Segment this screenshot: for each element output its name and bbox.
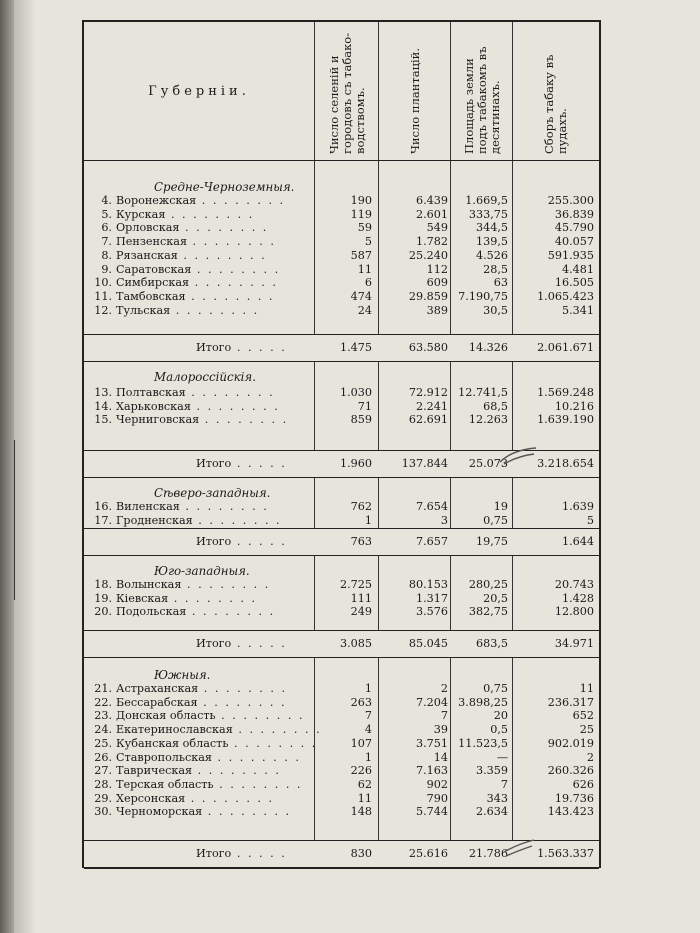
section-total-row <box>84 528 599 556</box>
table-row <box>84 500 599 514</box>
guberniya-label: Подольская <box>116 605 187 619</box>
total-area: 25.073 <box>468 457 508 470</box>
cell-harvest: 591.935 <box>547 248 594 262</box>
cell-settlements: 587 <box>350 248 372 262</box>
row-number: 4. <box>101 194 112 207</box>
guberniya-label: Виленская <box>116 500 180 513</box>
cell-settlements: 11 <box>357 262 372 276</box>
total-harvest: 1.644 <box>561 535 594 548</box>
guberniya-name <box>92 696 312 710</box>
cell-harvest: 1.569.248 <box>537 386 594 399</box>
row-number: 20. <box>94 605 112 619</box>
cell-plantations: 790 <box>426 791 448 805</box>
cell-settlements: 474 <box>350 289 372 303</box>
guberniya-label: Донская область <box>116 709 216 723</box>
row-number: 6. <box>101 221 112 235</box>
row-number: 17. <box>94 513 112 527</box>
row-number: 22. <box>94 695 112 709</box>
guberniya-label: Кубанская область <box>116 736 229 750</box>
guberniya-name <box>92 235 312 249</box>
cell-plantations: 7.163 <box>415 764 448 778</box>
guberniya-name <box>92 514 312 528</box>
cell-settlements: 1 <box>364 750 372 764</box>
cell-area: 12.741,5 <box>458 386 508 399</box>
table-row <box>84 290 599 304</box>
table-row <box>84 386 599 400</box>
table-row <box>84 778 599 792</box>
leader-dots: . . . . . . . . <box>187 235 276 249</box>
guberniya-label: Курская <box>116 207 166 221</box>
leader-dots: . . . . . . . . <box>185 289 275 303</box>
guberniya-name <box>92 290 312 304</box>
total-plantations: 25.616 <box>408 847 448 860</box>
table-row <box>84 682 599 696</box>
header-rule <box>84 160 599 161</box>
guberniya-name <box>92 276 312 290</box>
cell-harvest: 1.065.423 <box>537 289 594 303</box>
row-number: 10. <box>94 276 112 290</box>
row-number: 25. <box>94 736 112 750</box>
cell-area: 63 <box>493 276 508 290</box>
total-area: 19,75 <box>475 535 508 548</box>
total-plantations: 63.580 <box>408 341 448 354</box>
cell-settlements: 1 <box>364 513 372 527</box>
header-harvest: Сборъ табаку въ пудахъ. <box>542 54 569 154</box>
total-area: 683,5 <box>475 637 508 650</box>
section-title: Средне-Черноземныя. <box>154 180 295 194</box>
cell-settlements: 263 <box>350 695 372 709</box>
leader-dots: . . . . . . . . <box>213 777 303 791</box>
cell-settlements: 226 <box>350 764 372 778</box>
cell-area: 2.634 <box>475 805 508 819</box>
total-area: 14.326 <box>468 341 508 354</box>
cell-harvest: 16.505 <box>554 276 594 290</box>
cell-harvest: 25 <box>579 723 594 737</box>
leader-dots: . . . . . . . . <box>198 682 288 695</box>
total-settlements: 830 <box>350 847 372 860</box>
guberniya-name <box>92 709 312 723</box>
total-settlements: 1.475 <box>339 341 372 354</box>
cell-harvest: 236.317 <box>547 695 594 709</box>
guberniya-label: Херсонская <box>116 791 186 805</box>
section-title: Южныя. <box>154 668 211 682</box>
leader-dots: . . . . . . . . <box>181 578 271 591</box>
cell-harvest: 5 <box>586 513 594 527</box>
table-row <box>84 696 599 710</box>
row-number: 23. <box>94 709 112 723</box>
cell-harvest: 255.300 <box>547 194 594 207</box>
cell-area: — <box>496 750 508 764</box>
cell-harvest: 20.743 <box>554 578 594 591</box>
cell-area: 1.669,5 <box>465 194 508 207</box>
leader-dots: . . . . . . . . <box>192 513 282 527</box>
cell-harvest: 1.428 <box>561 591 594 605</box>
guberniya-name <box>92 682 312 696</box>
cell-area: 20 <box>493 709 508 723</box>
total-harvest: 3.218.654 <box>537 457 594 470</box>
guberniya-name <box>92 263 312 277</box>
cell-plantations: 7.654 <box>415 500 448 513</box>
cell-area: 68,5 <box>483 399 508 413</box>
cell-plantations: 3.751 <box>415 736 448 750</box>
guberniya-name <box>92 578 312 592</box>
guberniya-label: Бессарабская <box>116 695 198 709</box>
guberniya-name <box>92 764 312 778</box>
cell-area: 7 <box>500 777 508 791</box>
guberniya-label: Екатеринославская <box>116 723 233 737</box>
cell-plantations: 7.204 <box>415 695 448 709</box>
guberniya-label: Воронежская <box>116 194 197 207</box>
cell-settlements: 107 <box>350 736 372 750</box>
cell-settlements: 762 <box>350 500 372 513</box>
cell-harvest: 12.800 <box>554 605 594 619</box>
cell-area: 344,5 <box>475 221 508 235</box>
cell-settlements: 4 <box>364 723 372 737</box>
cell-plantations: 3 <box>440 513 448 527</box>
leader-dots: . . . . . . . . <box>202 805 292 819</box>
cell-area: 3.359 <box>475 764 508 778</box>
row-number: 30. <box>94 805 112 819</box>
guberniya-label: Черниговская <box>116 413 200 427</box>
leader-dots: . . . . . . . . <box>186 605 276 619</box>
cell-plantations: 2.601 <box>415 207 448 221</box>
cell-plantations: 7 <box>440 709 448 723</box>
leader-dots: . . . . . . . . <box>192 764 281 778</box>
cell-harvest: 5.341 <box>561 303 594 317</box>
cell-settlements: 1 <box>364 682 372 695</box>
guberniya-label: Харьковская <box>116 399 191 413</box>
cell-harvest: 1.639.190 <box>537 413 594 427</box>
cell-area: 7.190,75 <box>458 289 508 303</box>
cell-settlements: 148 <box>350 805 372 819</box>
cell-harvest: 40.057 <box>554 235 594 249</box>
guberniya-name <box>92 723 322 737</box>
cell-harvest: 902.019 <box>547 736 594 750</box>
cell-plantations: 72.912 <box>408 386 448 399</box>
row-number: 14. <box>94 399 112 413</box>
guberniya-name <box>92 805 312 819</box>
leader-dots: . . . . . . . . <box>191 262 281 276</box>
section-title: Сѣверо-западныя. <box>154 486 271 500</box>
cell-area: 20,5 <box>483 591 508 605</box>
guberniya-label: Тульская <box>116 303 171 317</box>
total-label: Итого . . . . . <box>196 535 287 548</box>
cell-settlements: 7 <box>364 709 372 723</box>
header-plantations: Число плантацій. <box>407 48 422 154</box>
cell-area: 4.526 <box>475 248 508 262</box>
guberniya-name <box>92 386 312 400</box>
row-number: 24. <box>94 723 112 737</box>
leader-dots: . . . . . . . . <box>199 413 289 427</box>
cell-harvest: 10.216 <box>554 399 594 413</box>
cell-harvest: 626 <box>572 777 594 791</box>
total-label: Итого . . . . . <box>196 637 287 650</box>
cell-area: 280,25 <box>468 578 508 591</box>
leader-dots: . . . . . . . . <box>189 276 278 290</box>
guberniya-name <box>92 249 312 263</box>
row-number: 27. <box>94 764 112 778</box>
cell-settlements: 1.030 <box>339 386 372 399</box>
total-plantations: 7.657 <box>415 535 448 548</box>
cell-plantations: 1.782 <box>415 235 448 249</box>
guberniya-label: Рязанская <box>116 248 178 262</box>
row-number: 7. <box>101 235 112 249</box>
leader-dots: . . . . . . . . <box>177 248 267 262</box>
cell-settlements: 11 <box>357 791 372 805</box>
cell-plantations: 1.317 <box>415 591 448 605</box>
table-row <box>84 263 599 277</box>
guberniya-label: Тамбовская <box>116 289 186 303</box>
guberniya-label: Волынская <box>116 578 182 591</box>
table-row <box>84 578 599 592</box>
cell-area: 3.898,25 <box>458 695 508 709</box>
total-settlements: 1.960 <box>339 457 372 470</box>
table-row <box>84 194 599 208</box>
cell-plantations: 3.576 <box>415 605 448 619</box>
cell-settlements: 5 <box>364 235 372 249</box>
leader-dots: . . . . . . . . <box>197 695 287 709</box>
guberniya-name <box>92 194 312 208</box>
table-row <box>84 737 599 751</box>
guberniya-label: Орловская <box>116 221 180 235</box>
guberniya-name <box>92 792 312 806</box>
table-row <box>84 221 599 235</box>
leader-dots: . . . . . . . . <box>228 736 318 750</box>
guberniya-name <box>92 304 312 318</box>
header-guberniya: Губерніи. <box>148 83 250 99</box>
cell-area: 30,5 <box>483 303 508 317</box>
cell-plantations: 39 <box>433 723 448 737</box>
cell-harvest: 143.423 <box>547 805 594 819</box>
row-number: 11. <box>94 289 112 303</box>
row-number: 21. <box>94 682 112 695</box>
cell-harvest: 11 <box>579 682 594 695</box>
table-row <box>84 764 599 778</box>
total-harvest: 34.971 <box>554 637 594 650</box>
cell-plantations: 6.439 <box>415 194 448 207</box>
header-area: Площадь земли подъ табакомъ въ десятинахъ. <box>461 46 502 154</box>
guberniya-label: Черноморская <box>116 805 203 819</box>
guberniya-name <box>92 208 312 222</box>
cell-area: 139,5 <box>475 235 508 249</box>
row-number: 12. <box>94 303 112 317</box>
total-plantations: 85.045 <box>408 637 448 650</box>
row-number: 13. <box>94 386 112 399</box>
guberniya-label: Терская область <box>116 777 214 791</box>
leader-dots: . . . . . . . . <box>168 591 258 605</box>
guberniya-label: Пензенская <box>116 235 187 249</box>
cell-area: 28,5 <box>483 262 508 276</box>
table-row <box>84 400 599 414</box>
cell-harvest: 2 <box>586 750 594 764</box>
section-total-row <box>84 334 599 362</box>
leader-dots: . . . . . . . . <box>185 386 275 399</box>
total-plantations: 137.844 <box>401 457 448 470</box>
guberniya-name <box>92 400 312 414</box>
guberniya-name <box>92 736 318 751</box>
table-row <box>84 805 599 819</box>
row-number: 9. <box>101 262 112 276</box>
table-row <box>84 723 599 737</box>
cell-area: 333,75 <box>468 207 508 221</box>
leader-dots: . . . . . . . . <box>232 723 322 737</box>
table-row <box>84 751 599 765</box>
table-row <box>84 592 599 606</box>
row-number: 8. <box>101 248 112 262</box>
row-number: 28. <box>94 777 112 791</box>
row-number: 19. <box>94 591 112 605</box>
leader-dots: . . . . . . . . <box>185 791 275 805</box>
cell-plantations: 549 <box>426 221 448 235</box>
leader-dots: . . . . . . . . <box>212 750 301 764</box>
table-row <box>84 249 599 263</box>
cell-plantations: 902 <box>426 777 448 791</box>
guberniya-label: Кіевская <box>116 591 169 605</box>
cell-area: 0,5 <box>490 723 508 737</box>
table-row <box>84 792 599 806</box>
cell-area: 19 <box>493 500 508 513</box>
cell-area: 0,75 <box>483 682 508 695</box>
section-title: Юго-западныя. <box>154 564 250 578</box>
guberniya-label: Гродненская <box>116 513 193 527</box>
cell-harvest: 1.639 <box>561 500 594 513</box>
cell-plantations: 5.744 <box>415 805 448 819</box>
cell-harvest: 45.790 <box>554 221 594 235</box>
total-label: Итого . . . . . <box>196 847 287 860</box>
guberniya-name <box>92 605 312 619</box>
guberniya-label: Симбирская <box>116 276 190 290</box>
guberniya-name <box>92 413 312 427</box>
table-row <box>84 709 599 723</box>
cell-settlements: 2.725 <box>339 578 372 591</box>
cell-settlements: 119 <box>350 207 372 221</box>
total-settlements: 763 <box>350 535 372 548</box>
leader-dots: . . . . . . . . <box>196 194 286 207</box>
cell-area: 12.263 <box>468 413 508 427</box>
cell-settlements: 859 <box>350 413 372 427</box>
total-settlements: 3.085 <box>339 637 372 650</box>
cell-settlements: 6 <box>364 276 372 290</box>
cell-settlements: 249 <box>350 605 372 619</box>
cell-settlements: 24 <box>357 303 372 317</box>
table-row <box>84 605 599 619</box>
total-area: 21.786 <box>468 847 508 860</box>
cell-harvest: 4.481 <box>561 262 594 276</box>
table-bottom-rule <box>84 868 599 869</box>
leader-dots: . . . . . . . . <box>179 500 269 513</box>
section-total-row <box>84 630 599 658</box>
cell-harvest: 36.839 <box>554 207 594 221</box>
table-row <box>84 304 599 318</box>
cell-plantations: 609 <box>426 276 448 290</box>
total-label: Итого . . . . . <box>196 341 287 354</box>
table-row <box>84 208 599 222</box>
guberniya-name <box>92 751 312 765</box>
row-number: 15. <box>94 413 112 427</box>
cell-harvest: 19.736 <box>554 791 594 805</box>
row-number: 29. <box>94 791 112 805</box>
guberniya-name <box>92 500 312 514</box>
cell-plantations: 389 <box>426 303 448 317</box>
guberniya-label: Таврическая <box>116 764 193 778</box>
cell-harvest: 652 <box>572 709 594 723</box>
guberniya-name <box>92 221 312 235</box>
pencil-tick-mark <box>502 836 536 858</box>
page-shadow <box>14 0 36 933</box>
cell-area: 11.523,5 <box>458 736 508 750</box>
cell-plantations: 29.859 <box>408 289 448 303</box>
total-label: Итого . . . . . <box>196 457 287 470</box>
table-row <box>84 514 599 528</box>
row-number: 18. <box>94 578 112 591</box>
cell-plantations: 2 <box>440 682 448 695</box>
cell-settlements: 111 <box>350 591 372 605</box>
cell-plantations: 14 <box>433 750 448 764</box>
table-row <box>84 276 599 290</box>
row-number: 5. <box>101 207 112 221</box>
guberniya-name <box>92 592 312 606</box>
guberniya-label: Астраханская <box>116 682 199 695</box>
guberniya-label: Ставропольская <box>116 750 212 764</box>
cell-area: 343 <box>486 791 508 805</box>
leader-dots: . . . . . . . . <box>170 303 260 317</box>
row-number: 16. <box>94 500 112 513</box>
leader-dots: . . . . . . . . <box>190 399 280 413</box>
leader-dots: . . . . . . . . <box>179 221 269 235</box>
guberniya-label: Саратовская <box>116 262 192 276</box>
table-row <box>84 235 599 249</box>
row-number: 26. <box>94 750 112 764</box>
total-harvest: 2.061.671 <box>537 341 594 354</box>
cell-harvest: 260.326 <box>547 764 594 778</box>
adjacent-page-edge <box>0 440 15 600</box>
section-title: Малороссійскія. <box>154 370 256 384</box>
cell-plantations: 62.691 <box>408 413 448 427</box>
cell-settlements: 190 <box>350 194 372 207</box>
cell-plantations: 112 <box>426 262 448 276</box>
cell-plantations: 80.153 <box>408 578 448 591</box>
cell-area: 382,75 <box>468 605 508 619</box>
pencil-tick-mark <box>498 444 538 468</box>
guberniya-name <box>92 778 312 792</box>
total-harvest: 1.563.337 <box>537 847 594 860</box>
cell-plantations: 25.240 <box>408 248 448 262</box>
cell-settlements: 71 <box>357 399 372 413</box>
leader-dots: . . . . . . . . <box>165 207 255 221</box>
cell-area: 0,75 <box>483 513 508 527</box>
header-settlements: Число селеній и городовъ съ табако-водствомъ. <box>326 32 367 154</box>
cell-settlements: 59 <box>357 221 372 235</box>
cell-settlements: 62 <box>357 777 372 791</box>
cell-plantations: 2.241 <box>415 399 448 413</box>
table-row <box>84 413 599 427</box>
leader-dots: . . . . . . . . <box>215 709 305 723</box>
guberniya-label: Полтавская <box>116 386 186 399</box>
